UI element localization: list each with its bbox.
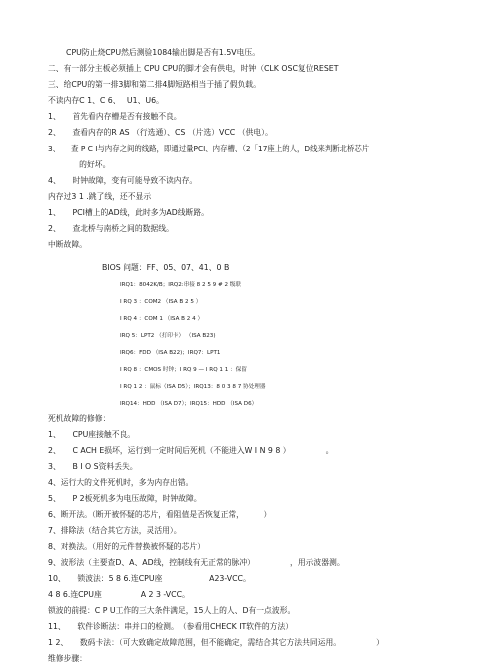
text-line: 中断故障。 [48, 240, 87, 249]
irq-line: I RQ 8 ：CMOS 时钟；I RQ 9 — I RQ 1 1 ：保留 [120, 367, 247, 373]
text-line: 锁波的前提：C P U工作的三大条件满足，15人上的人、D有一点波形。 [48, 606, 296, 615]
irq-line: I RQ 1 2 ：鼠标（ISA D5）；IRQ13：8 0 3 8 7 协处理器 [120, 384, 266, 390]
irq-line: IRQ14：HDD （ISA D7）；IRQ15：HDD （ISA D6） [120, 401, 258, 407]
text-line: 7、排除法（结合其它方法，灵活用）。 [48, 526, 182, 535]
irq-line: I RQ 4 ：COM 1 （ISA B 2 4 ） [120, 316, 204, 322]
text-line: 维修步骤： [48, 654, 87, 663]
text-line: 5、 P 2板死机多为电压故障，时钟故障。 [48, 494, 202, 503]
text-line: 8、对换法。（用好的元件替换被怀疑的芯片） [48, 542, 205, 551]
text-line: 的好坏。 [48, 160, 111, 169]
text-line: 3、 查 P C I与内存之间的线路，即通过量PCI、内存槽、（2「17座上的人，D线来判断北桥芯片 [48, 144, 370, 153]
text-line: 1 2、 数码卡法：（可大致确定故障范围，但不能确定，需结合其它方法共同运用。 ） [48, 638, 384, 647]
text-line: 9、波形法（主要查D、A、AD线，控制线有无正常的脉冲） ，用示波器测。 [48, 558, 345, 567]
text-line: 1、 首先看内存槽是否有接触不良。 [48, 112, 182, 121]
text-line: 1、 CPU座接触不良。 [48, 430, 136, 439]
text-line: 不读内存C 1、C 6、 U1、U6。 [48, 96, 164, 105]
text-line: 1、 PCI槽上的AD线，此时多为AD线断路。 [48, 208, 209, 217]
text-line: 6、断开法。（断开被怀疑的芯片，看阻值是否恢复正常， ） [48, 510, 272, 519]
irq-line: IRQ1：8042K/B；IRQ2:串接 8 2 5 9 # 2 级联 [120, 282, 241, 288]
text-line: 4 8 6.连CPU座 A 2 3 -VCC。 [48, 590, 190, 599]
irq-line: IRQ6：FDD （ISA B22)；IRQ7：LPT1 [120, 350, 221, 356]
text-line: 二、有一部分主板必须插上 CPU CPU的脚才会有供电，时钟（CLK OSC复位RESET [48, 64, 339, 73]
bios-heading: BIOS 问题：FF、05、07、41、0 B [102, 263, 230, 272]
text-line: 10、 锁波法：5 8 6.连CPU座 A23-VCC。 [48, 574, 251, 583]
text-line: 4、运行大的文件死机时，多为内存出错。 [48, 478, 194, 487]
irq-line: I RQ 3 ：COM2 （ISA B 2 5 ） [120, 299, 202, 305]
text-line: 内存过3 1 .跳了线，还不显示 [48, 192, 152, 201]
text-line: 2、 查北桥与南桥之间的数据线。 [48, 224, 174, 233]
text-line: 11、 软件诊断法：串并口的检测。 （参看用CHECK IT软件的方法） [48, 622, 294, 631]
text-line: CPU防止烧CPU然后测验1084输出脚是否有1.5V电压。 [66, 48, 261, 57]
text-line: 死机故障的修修： [48, 414, 111, 423]
text-line: 2、 C ACH E损坏，运行到一定时间后死机（不能进入W I N 9 8 ） 。 [48, 446, 334, 455]
text-line: 三、给CPU的第一排3脚和第二排4脚短路相当于插了假负载。 [48, 80, 261, 89]
text-line: 3、 B I O S资料丢失。 [48, 462, 138, 471]
text-line: 2、 查看内存的R AS （行选通）、CS （片选）VCC （供电）。 [48, 128, 273, 137]
text-line: 4、 时钟故障，变有可能导致不读内存。 [48, 176, 198, 185]
irq-line: IRQ 5：LPT2 （打印卡） （ISA B23) [120, 333, 216, 339]
